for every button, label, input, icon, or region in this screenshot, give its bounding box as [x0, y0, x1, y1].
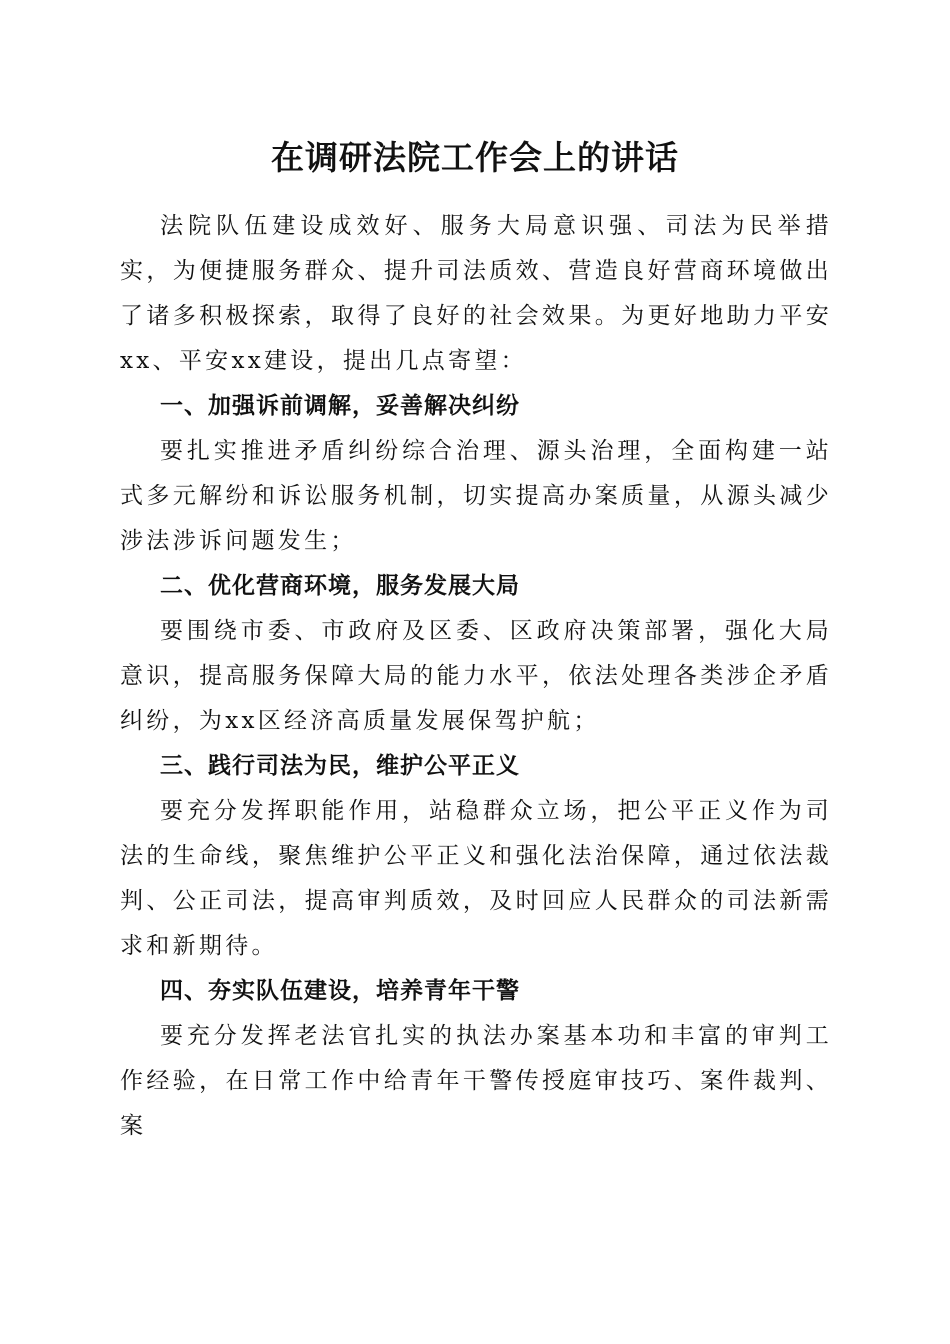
intro-paragraph: 法院队伍建设成效好、服务大局意识强、司法为民举措实，为便捷服务群众、提升司法质效、营造良好营商环境做出了诸多积极探索，取得了良好的社会效果。为更好地助力平安xx、平安xx建设，提出几点寄望： — [120, 213, 832, 374]
section-heading-3: 三、践行司法为民，维护公平正义 — [160, 753, 520, 779]
section-heading-2: 二、优化营商环境，服务发展大局 — [160, 573, 520, 599]
section-heading-1: 一、加强诉前调解，妥善解决纠纷 — [160, 393, 520, 419]
section-body-3: 要充分发挥职能作用，站稳群众立场，把公平正义作为司法的生命线，聚焦维护公平正义和强化法治保障，通过依法裁判、公正司法，提高审判质效，及时回应人民群众的司法新需求和新期待。 — [120, 798, 832, 959]
section-body-1: 要扎实推进矛盾纠纷综合治理、源头治理，全面构建一站式多元解纷和诉讼服务机制，切实提高办案质量，从源头减少涉法涉诉问题发生； — [120, 438, 832, 554]
section-body-2: 要围绕市委、市政府及区委、区政府决策部署，强化大局意识，提高服务保障大局的能力水平，依法处理各类涉企矛盾纠纷，为xx区经济高质量发展保驾护航； — [120, 618, 832, 734]
document-title: 在调研法院工作会上的讲话 — [271, 138, 679, 177]
section-body-4: 要充分发挥老法官扎实的执法办案基本功和丰富的审判工作经验，在日常工作中给青年干警传授庭审技巧、案件裁判、案 — [120, 1023, 832, 1139]
section-heading-4: 四、夯实队伍建设，培养青年干警 — [160, 978, 520, 1004]
document-body — [120, 204, 832, 1149]
